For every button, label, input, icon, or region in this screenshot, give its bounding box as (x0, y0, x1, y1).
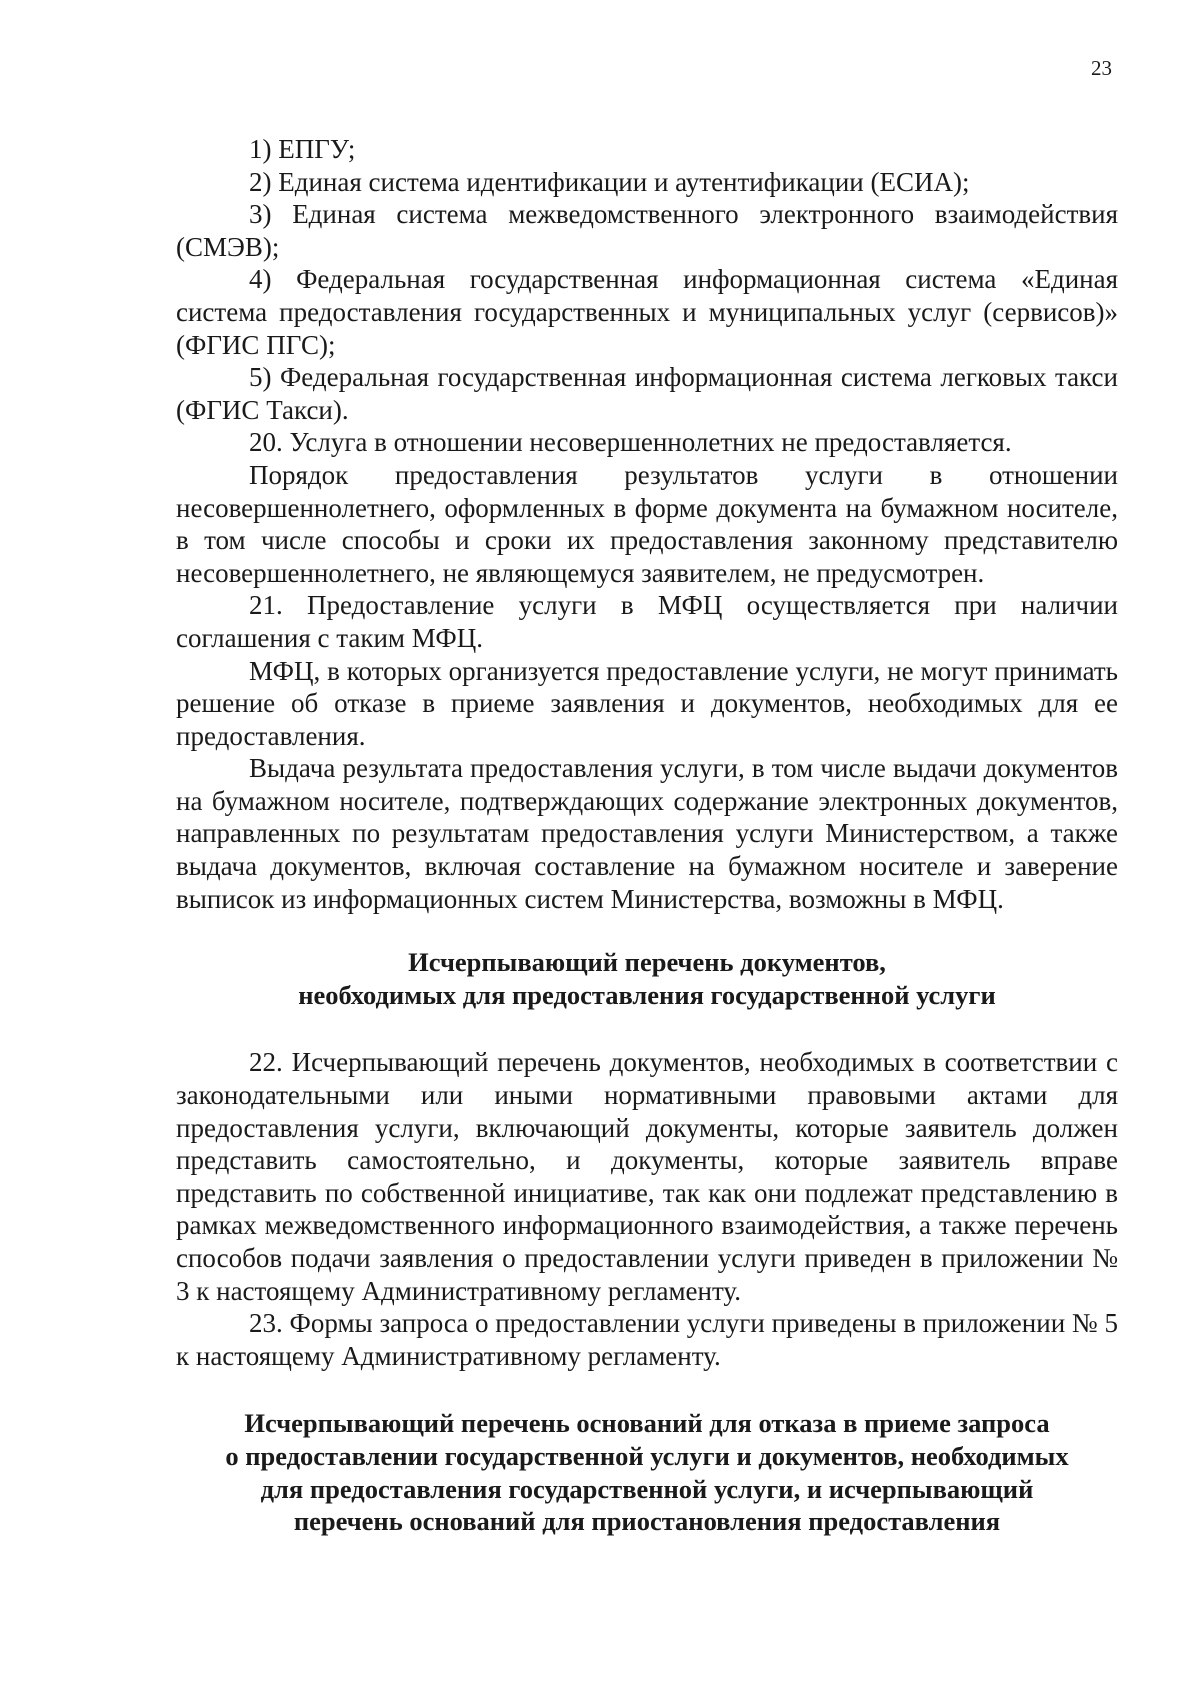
document-body (176, 133, 1118, 1538)
section-heading (176, 946, 1118, 1011)
page-number: 23 (1091, 56, 1112, 80)
paragraph: Выдача результата предоставления услуги, в том числе выдачи документов на бумажном носителе, подтверждающих содержание электронных документов, направленных по результатам предоставления услуги Министерством, а также выдача документов, включая составление на бумажном носителе и заверение выписок из информационных систем Министерства, возможны в МФЦ. (176, 753, 1118, 914)
list-item: 1) ЕПГУ; (249, 134, 356, 164)
paragraph: Порядок предоставления результатов услуги в отношении несовершеннолетнего, оформленных в форме документа на бумажном носителе, в том числе способы и сроки их предоставления законному представителю несовершеннолетнего, не являющемуся заявителем, не предусмотрен. (176, 459, 1118, 588)
heading-line: перечень оснований для приостановления предоставления (293, 1506, 1001, 1537)
list-item: 2) Единая система идентификации и аутентификации (ЕСИА); (249, 166, 970, 197)
heading-line: о предоставлении государственной услуги и документов, необходимых (225, 1440, 1069, 1471)
paragraph: 20. Услуга в отношении несовершеннолетних не предоставляется. (249, 427, 1012, 458)
heading-line: Исчерпывающий перечень оснований для отказа в приеме запроса (244, 1408, 1050, 1439)
paragraph: МФЦ, в которых организуется предоставление услуги, не могут принимать решение об отказе в приеме заявления и документов, необходимых для ее предоставления. (176, 655, 1118, 751)
heading-line: для предоставления государственной услуги, и исчерпывающий (260, 1473, 1034, 1504)
section-heading (176, 1407, 1118, 1537)
list-item: 4) Федеральная государственная информационная система «Единая система предоставления государственных и муниципальных услуг (сервисов)» (ФГИС ПГС); (176, 264, 1118, 360)
heading-line: Исчерпывающий перечень документов, (408, 947, 886, 978)
paragraph: 23. Формы запроса о предоставлении услуги приведены в приложении № 5 к настоящему Административному регламенту. (176, 1308, 1118, 1371)
paragraph: 21. Предоставление услуги в МФЦ осуществляется при наличии соглашения с таким МФЦ. (176, 590, 1118, 653)
list-item: 3) Единая система межведомственного электронного взаимодействия (СМЭВ); (176, 199, 1118, 262)
paragraph: 22. Исчерпывающий перечень документов, необходимых в соответствии с законодательными или иными нормативными правовыми актами для предоставления услуги, включающий документы, которые заявитель должен представить самостоятельно, и документы, которые заявитель вправе представить по собственной инициативе, так как они подлежат представлению в рамках межведомственного информационного взаимодействия, а также перечень способов подачи заявления о предоставлении услуги приведен в приложении № 3 к настоящему Административному регламенту. (176, 1047, 1118, 1306)
list-item: 5) Федеральная государственная информационная система легковых такси (ФГИС Такси). (176, 362, 1118, 425)
heading-line: необходимых для предоставления государственной услуги (298, 979, 996, 1010)
